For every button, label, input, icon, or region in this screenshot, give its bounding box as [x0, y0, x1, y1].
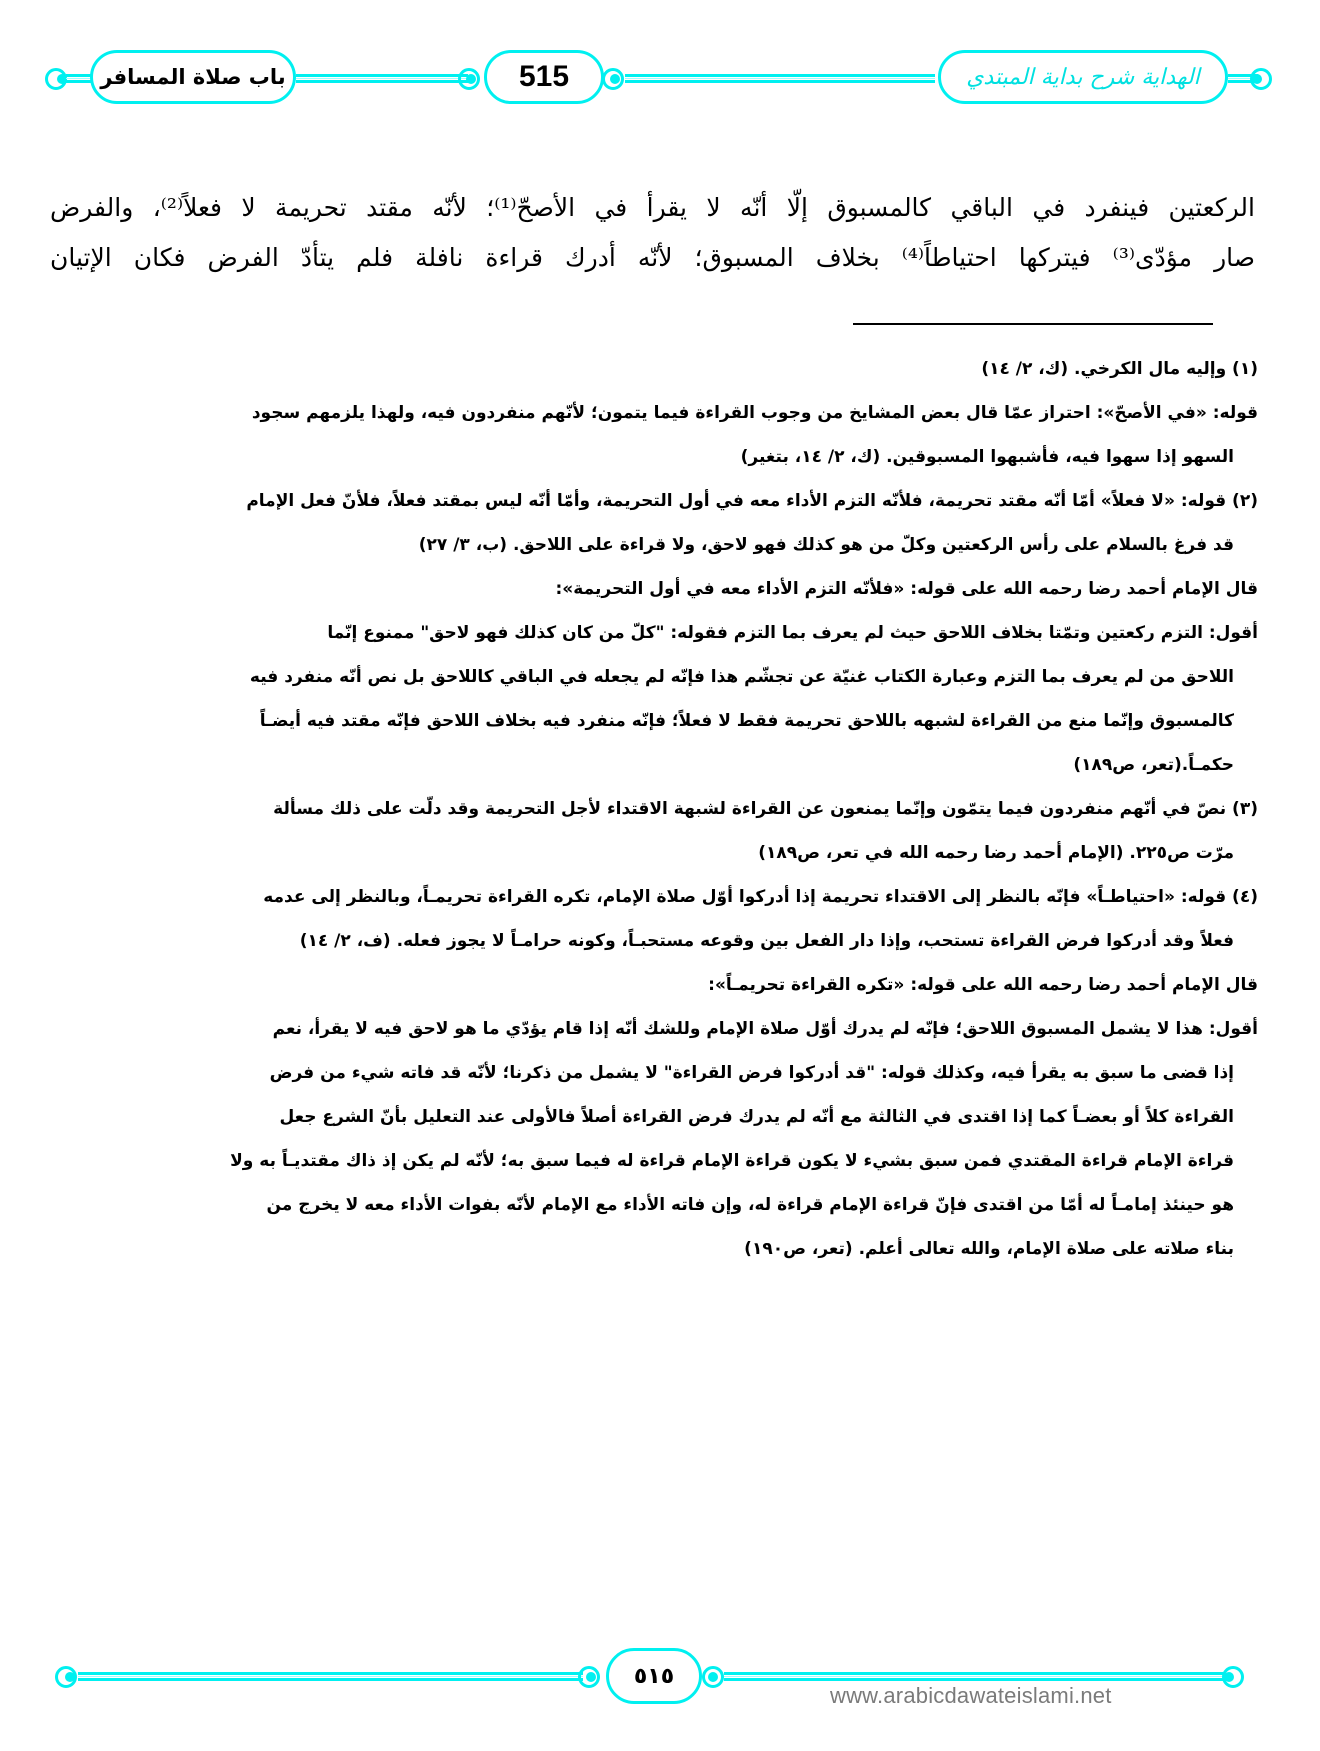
footnote-2: (٢) قوله: «لا فعلاً» أمّا أنّه مقتد تحريمة، فلأنّه التزم الأداء معه في أول التحريمة، وأمّا أنّه ليس بمقتد فعلاً، فلأنّ فعل الإمام: [246, 491, 1258, 511]
aqul-paragraph-2-cont: بناء صلاته على صلاة الإمام، والله تعالى أعلم. (تعر، ص١٩٠): [744, 1239, 1234, 1259]
aqul-paragraph-2-cont: إذا قضى ما سبق به يقرأ فيه، وكذلك قوله: "قد أدركوا فرض القراءة" لا يشمل من ذكرنا؛ لأنّه قد فاته شيء من فرض: [269, 1063, 1234, 1083]
aqul-paragraph-2: أقول: هذا لا يشمل المسبوق اللاحق؛ فإنّه لم يدرك أوّل صلاة الإمام وللشك أنّه إذا قام يؤدّي ما هو لاحق فيه لا يقرأ، نعم: [272, 1019, 1258, 1039]
footnote-separator: [853, 323, 1213, 325]
imam-remark-heading: قال الإمام أحمد رضا رحمه الله على قوله: «فلأنّه التزم الأداء معه في أول التحريمة»:: [555, 579, 1258, 599]
footnote-4: (٤) قوله: «احتياطـاً» فإنّه بالنظر إلى الاقتداء تحريمة إذا أدركوا أوّل صلاة الإمام، تكره القراءة تحريمـاً، وبالنظر إلى عدمه: [263, 887, 1258, 907]
page-number: 515: [518, 60, 570, 93]
aqul-paragraph-2-cont: قراءة الإمام قراءة المقتدي فمن سبق بشيء لا يكون قراءة الإمام قراءة له فيما سبق به؛ لأنّه لم يكن إذ ذاك مقتديـاً به ولا: [230, 1151, 1234, 1171]
imam-remark-heading-2: قال الإمام أحمد رضا رحمه الله على قوله: «تكره القراءة تحريمـاً»:: [708, 975, 1258, 995]
header-line-mid-right: [625, 74, 935, 83]
footer-page-number: ٥١٥: [633, 1663, 675, 1689]
footnote-1: (١) وإليه مال الكرخي. (ك، ٢/ ١٤): [981, 359, 1258, 379]
main-text-line: صار مؤدّى⁽³⁾ فيتركها احتياطاً⁽⁴⁾ بخلاف المسبوق؛ لأنّه أدرك قراءة نافلة فلم يتأدّ الفرض فكان الإتيان: [50, 243, 1255, 272]
footnote-3: (٣) نصّ في أنّهم منفردون فيما يتمّون وإنّما يمنعون عن القراءة لشبهة الاقتداء لأجل التحريمة وقد دلّت على ذلك مسألة: [273, 799, 1258, 819]
ornament-right-icon: [1248, 66, 1274, 92]
footnotes: [52, 350, 1258, 1274]
aqul-paragraph: أقول: التزم ركعتين وتمّتا بخلاف اللاحق حيث لم يعرف بما التزم فقوله: "كلّ من كان كذلك فهو لاحق" ممنوع إنّما: [327, 623, 1258, 643]
aqul-paragraph-2-cont: هو حينئذ إمامـاً له أمّا من اقتدى فإنّ قراءة الإمام قراءة له، وإن فاته الأداء مع الإمام لأنّه بفوات الأداء معه لا يخرج من: [266, 1195, 1234, 1215]
section-title: باب صلاة المسافر: [100, 65, 286, 89]
footnote-1-comment-cont: السهو إذا سهوا فيه، فأشبهوا المسبوقين. (ك، ٢/ ١٤، بتغير): [740, 447, 1234, 467]
footer-page-number-box: [606, 1648, 702, 1704]
footer-ornament-right-icon: [1220, 1664, 1246, 1690]
book-title-box: [938, 50, 1228, 104]
footer-ornament-mid-left-icon: [578, 1664, 604, 1690]
aqul-paragraph-cont: اللاحق من لم يعرف بما التزم وعبارة الكتاب غنيّة عن تجشّم هذا فإنّه لم يجعله في الباقي كاللاحق بل نص أنّه منفرد فيه: [249, 667, 1234, 687]
aqul-paragraph-2-cont: القراءة كلاً أو بعضـاً كما إذا اقتدى في الثالثة مع أنّه لم يدرك فرض القراءة أصلاً فالأولى عند التعليل بأنّ الشرع جعل: [279, 1107, 1234, 1127]
book-title: الهداية شرح بداية المبتدي: [966, 64, 1200, 90]
ornament-mid-left-icon: [456, 66, 482, 92]
aqul-paragraph-cont: كالمسبوق وإنّما منع من القراءة لشبهه باللاحق تحريمة فقط لا فعلاً؛ فإنّه منفرد فيه بخلاف اللاحق فإنّه مقتد فيه أيضـاً: [259, 711, 1234, 731]
footer-line-right: [724, 1672, 1224, 1681]
footnote-3-cont: مرّت ص٢٢٥. (الإمام أحمد رضا رحمه الله في تعر، ص١٨٩): [758, 843, 1234, 863]
page-number-box: [484, 50, 604, 104]
footnote-2-cont: قد فرغ بالسلام على رأس الركعتين وكلّ من هو كذلك فهو لاحق، ولا قراءة على اللاحق. (ب، ٣/ ٢٧): [418, 535, 1234, 555]
aqul-paragraph-cont: حكمـاً.(تعر، ص١٨٩): [1073, 755, 1234, 775]
footer-line-left: [78, 1672, 583, 1681]
footnote-4-cont: فعلاً وقد أدركوا فرض القراءة تستحب، وإذا دار الفعل بين وقوعه مستحبـاً، وكونه حرامـاً لا يجوز فعله. (ف، ٢/ ١٤): [299, 931, 1234, 951]
header-line-mid-left: [296, 74, 468, 83]
main-text-line: الركعتين فينفرد في الباقي كالمسبوق إلّا أنّه لا يقرأ في الأصحّ⁽¹⁾؛ لأنّه مقتد تحريمة لا فعلاً⁽²⁾، والفرض: [50, 193, 1255, 222]
website-watermark: www.arabicdawateislami.net: [830, 1683, 1112, 1708]
footnote-1-comment: قوله: «في الأصحّ»: احتراز عمّا قال بعض المشايخ من وجوب القراءة فيما يتمون؛ لأنّهم منفردون فيه، ولهذا يلزمهم سجود: [251, 403, 1258, 423]
main-text: [50, 183, 1255, 283]
section-title-box: [90, 50, 296, 104]
